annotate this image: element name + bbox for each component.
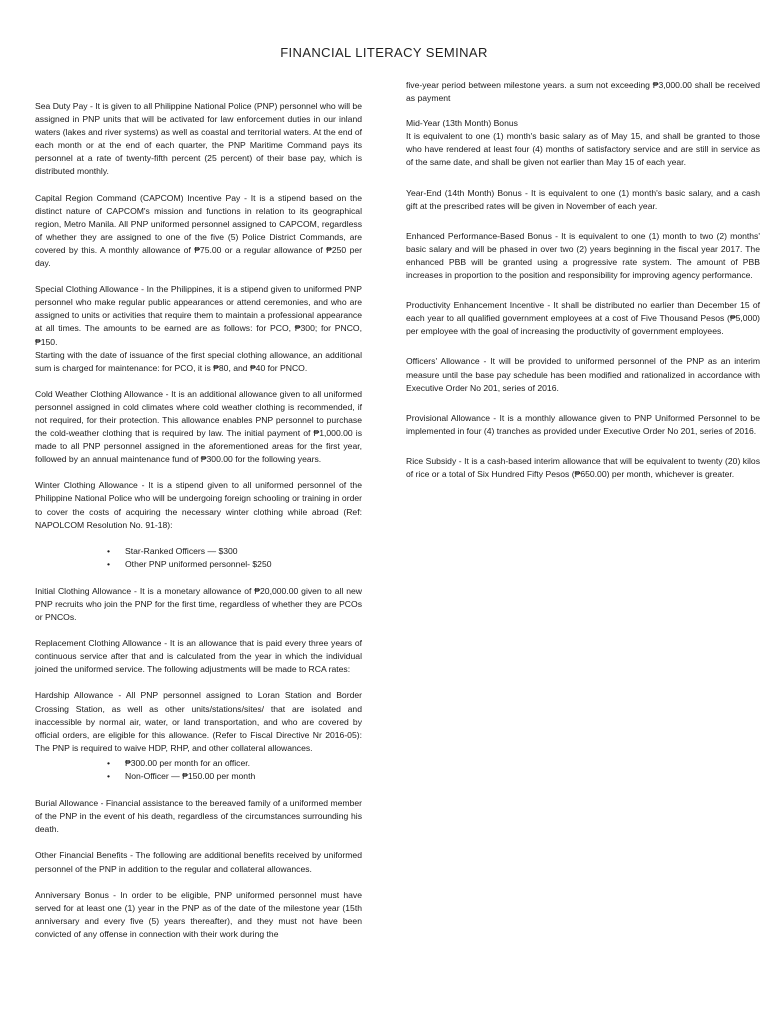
burial-allowance-paragraph: Burial Allowance - Financial assistance to the bereaved family of a uniformed member of the PNP in the event of his death, regardless of the circumstances surrounding his death. — [35, 798, 362, 835]
list-item: • Non-Officer — ₱150.00 per month — [107, 771, 256, 782]
enhanced-performance-bonus-paragraph: Enhanced Performance-Based Bonus - It is equivalent to one (1) month to two (2) months' basic salary and will be phased in over two (2) years beginning in the fiscal year 2017. The enhanced PBB will be granted using a progressive rate system. The amount of PBB increases in proportion to the position and responsibility for improving agency performance. — [406, 230, 760, 281]
capcom-incentive-paragraph: Capital Region Command (CAPCOM) Incentive Pay - It is a stipend based on the distinct nature of CAPCOM's mission and functions in relation to its geographical region, Metro Manila. All PNP uniformed personnel assigned to CAPCOM, regardless of whether they are assigned to one of the five (5) Police District Commands, are covered by this. A monthly allowance of ₱75.00 or a regular allowance of ₱250 per day. — [35, 192, 362, 269]
productivity-incentive-paragraph: Productivity Enhancement Incentive - It shall be distributed no earlier than December 15 of each year to all qualified government employees at a cost of Five Thousand Pesos (₱5,000) per employee with the goal of increasing the productivity of government employees. — [406, 300, 760, 337]
list-item: • ₱300.00 per month for an officer. — [107, 757, 251, 768]
mid-year-bonus-paragraph: It is equivalent to one (1) month's basic salary as of May 15, and shall be granted to those who have rendered at least four (4) months of satisfactory service and are still in service as of the same date, and shall be given not earlier than May 15 of each year. — [406, 131, 760, 168]
winter-clothing-paragraph: Winter Clothing Allowance - It is a stipend given to all uniformed personnel of the Philippine National Police who will be undergoing foreign schooling or training in order to cover the costs of acquiring the necessary winter clothing while abroad (Ref: NAPOLCOM Resolution No. 91-18): — [35, 480, 362, 530]
left-column — [35, 100, 362, 954]
special-clothing-maintenance-paragraph: Starting with the date of issuance of the first special clothing allowance, an additional sum is charged for maintenance: for PCO, it is ₱80, and ₱40 for PNCO. — [35, 349, 362, 373]
sea-duty-pay-paragraph: Sea Duty Pay - It is given to all Philippine National Police (PNP) personnel who will be assigned in PNP units that will be activated for law enforcement duties in our inland waters (lakes and river systems) as well as coastal and territorial waters. At the end of each month or at the end of each quarter, the PNP Maritime Command pays its personnel at a rate of twenty-fifth percent (25 percent) of their base pay, which is distributed monthly. — [35, 101, 362, 177]
anniversary-bonus-continued-paragraph: five-year period between milestone years. a sum not exceeding ₱3,000.00 shall be received as payment — [406, 80, 760, 104]
list-item: • Star-Ranked Officers — $300 — [107, 545, 238, 556]
other-benefits-paragraph: Other Financial Benefits - The following are additional benefits received by uniformed personnel of the PNP in addition to the regular and collateral allowances. — [35, 850, 362, 874]
anniversary-bonus-paragraph: Anniversary Bonus - In order to be eligible, PNP uniformed personnel must have served for at least one (1) year in the PNP as of the date of the milestone year (15th anniversary and every five (5) years thereafter), and they must not have been convicted of any offense in connection with their work during the — [35, 889, 362, 939]
provisional-allowance-paragraph: Provisional Allowance - It is a monthly allowance given to PNP Uniformed Personnel to be implemented in four (4) tranches as provided under Executive Order No 201, series of 2016. — [406, 412, 760, 436]
winter-clothing-list — [107, 545, 362, 571]
officers-allowance-paragraph: Officers' Allowance - It will be provided to uniformed personnel of the PNP as an interim measure until the base pay schedule has been modified and rationalized in accordance with Executive Order No 201, series of 2016. — [406, 356, 760, 393]
replacement-clothing-paragraph: Replacement Clothing Allowance - It is an allowance that is paid every three years of continuous service after that and is calculated from the year in which the individual joined the uniformed service. The following adjustments will be made to RCA rates: — [35, 638, 362, 675]
initial-clothing-paragraph: Initial Clothing Allowance - It is a monetary allowance of ₱20,000.00 given to all new PNP recruits who join the PNP for the first time, regardless of whether they are PCOs or PNCOs. — [35, 585, 362, 623]
cold-weather-clothing-paragraph: Cold Weather Clothing Allowance - It is an additional allowance given to all uniformed personnel assigned in cold climates where cold weather clothing is recommended, if not required, for their protection. This allowance enables PNP personnel to purchase the cold-weather clothing that is required by law. The initial payment of ₱1,000.00 is made to all PNP personnel assigned in the aforementioned areas for the first year, followed by an annual maintenance fund of ₱300.00 for the following years. — [35, 388, 362, 465]
special-clothing-paragraph: Special Clothing Allowance - In the Philippines, it is a stipend given to uniformed PNP personnel who make regular public appearances or attend ceremonies, and who are assigned to units or activities that require them to maintain a professional appearance at all times. The amounts to be earned are as follows: for PCO, ₱300; for PNCO, ₱150. — [35, 284, 362, 347]
year-end-bonus-paragraph: Year-End (14th Month) Bonus - It is equivalent to one (1) month's basic salary, and a cash gift at the prescribed rates will be given in November of each year. — [406, 187, 760, 211]
document-title: FINANCIAL LITERACY SEMINAR — [280, 45, 488, 60]
hardship-allowance-paragraph: Hardship Allowance - All PNP personnel assigned to Loran Station and Border Crossing Station, as well as other units/stations/sites/ that are isolated and inaccessible by normal air, water, or land transportation, and who are covered by official orders, are eligible for this allowance. (Refer to Fiscal Directive Nr 2016-05): The PNP is required to waive HDP, RHP, and other collateral allowances. — [35, 690, 362, 753]
mid-year-bonus-heading: Mid-Year (13th Month) Bonus — [406, 118, 518, 129]
hardship-allowance-list — [107, 757, 362, 783]
list-item: • Other PNP uniformed personnel- $250 — [107, 558, 272, 569]
right-column — [406, 79, 760, 494]
rice-subsidy-paragraph: Rice Subsidy - It is a cash-based interim allowance that will be equivalent to twenty (20) kilos of rice or a total of Six Hundred Fifty Pesos (₱650.00) per month, whichever is greater. — [406, 455, 760, 479]
